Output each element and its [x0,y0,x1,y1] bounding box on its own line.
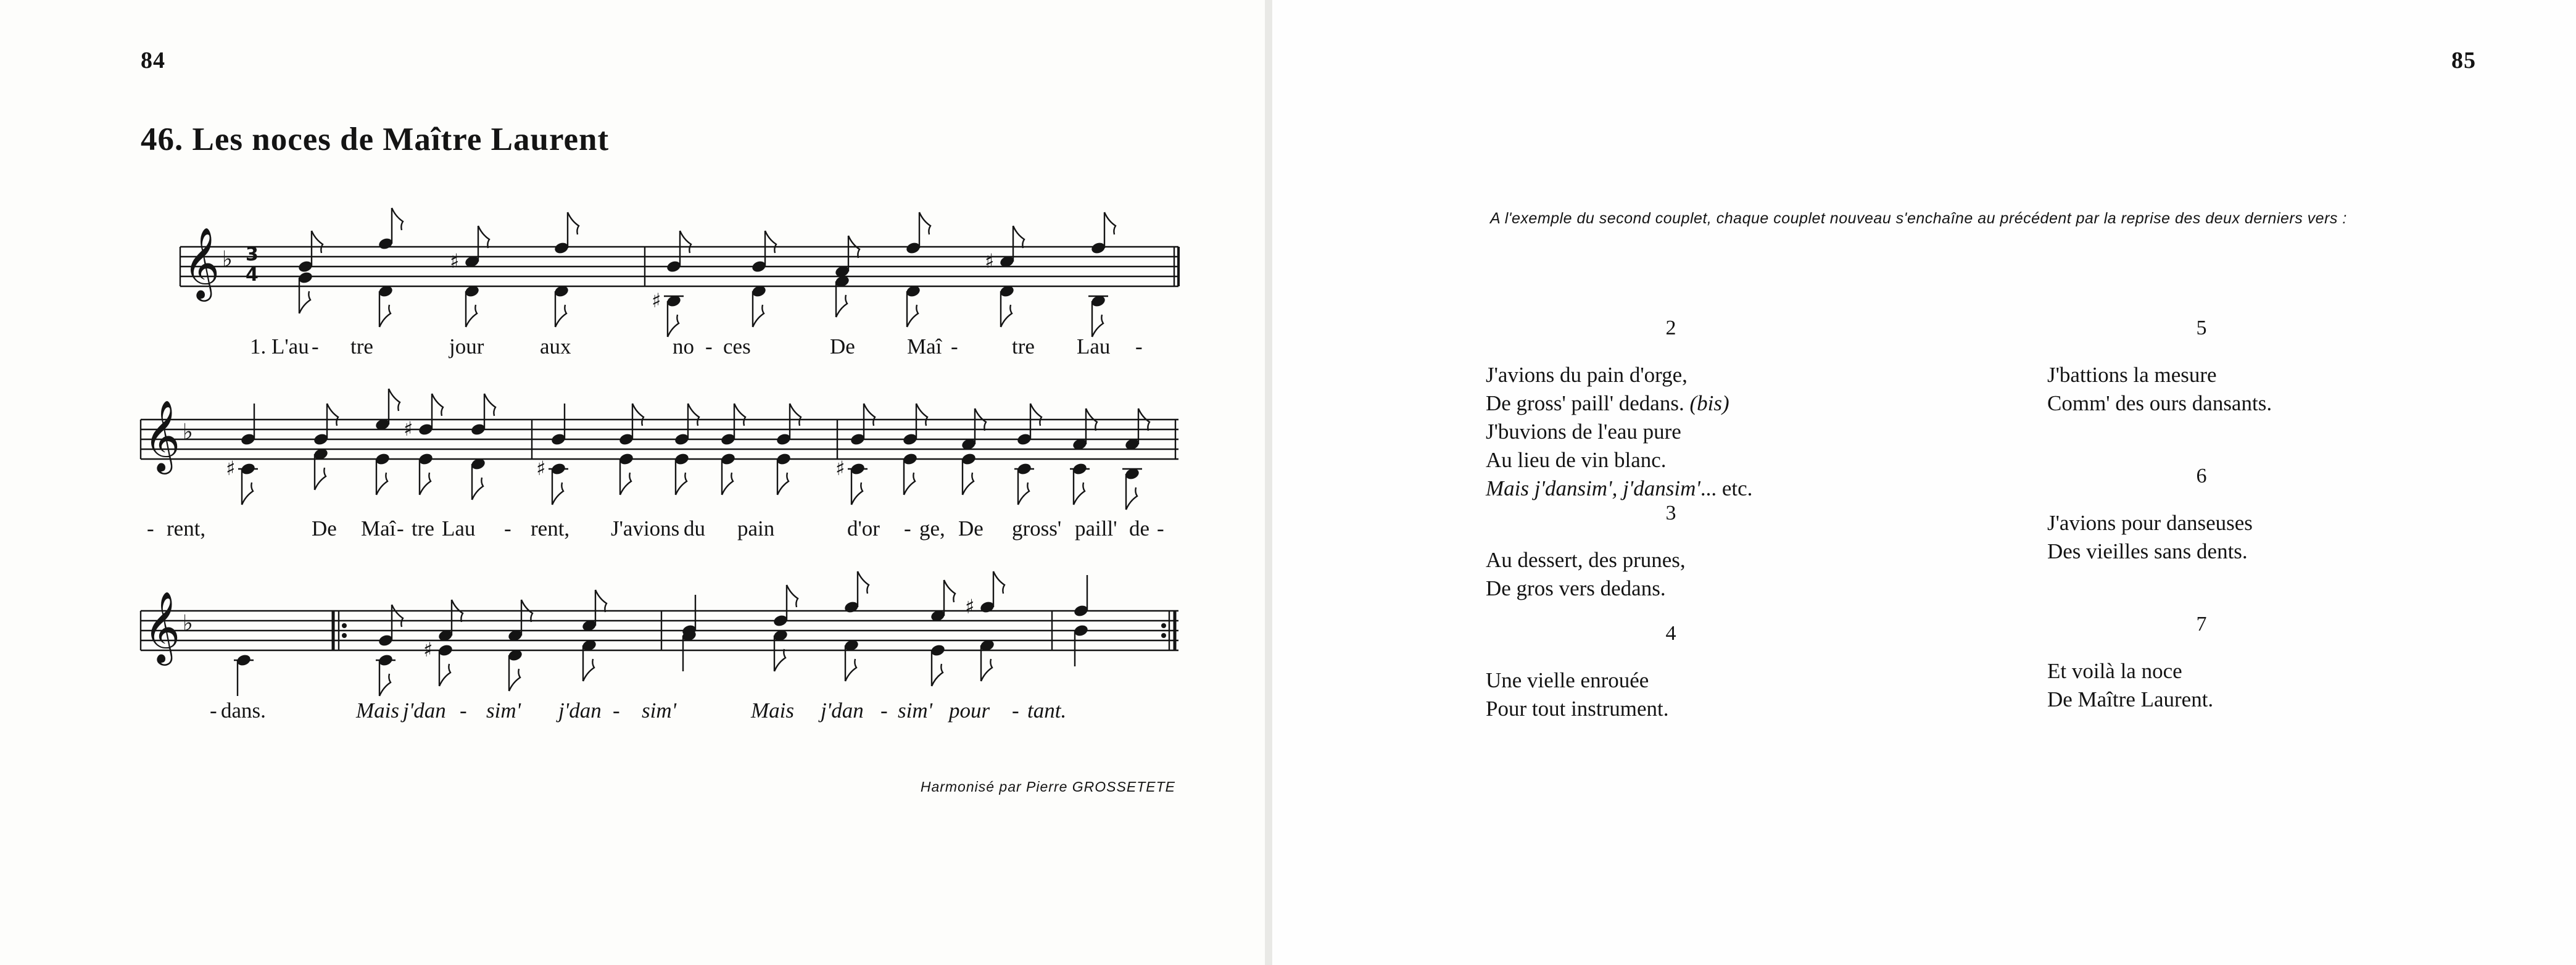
note [376,653,396,696]
note [720,452,736,495]
note [930,580,955,623]
lyric-syllable: rent, [531,516,570,540]
note [423,638,453,686]
note [581,639,597,681]
lyric-syllable: 1. L'au [250,334,309,358]
lyric-syllable: j'dan [821,698,864,723]
lyric-syllable: Maî [361,516,396,540]
couplet-line: Des vieilles sans dents. [2047,539,2248,563]
lyric-syllable: sim' [898,698,933,723]
lyrics-line-1 [250,334,1143,358]
note [1014,462,1034,505]
lyric-syllable: j'dan [403,698,446,723]
couplet-line: De Maître Laurent. [2047,687,2214,711]
couplet-line: J'battions la mesure [2047,363,2217,387]
lyric-syllable: du [684,516,705,540]
flat-key-signature: ♭ [183,611,193,636]
time-signature-bottom: 4 [246,264,259,286]
left-page [0,0,1265,965]
lyric-syllable: jour [449,334,484,358]
intro-note: A l'exemple du second couplet, chaque couplet nouveau s'enchaîne au précédent par la reprise des deux derniers vers : [1490,210,2347,227]
sharp-icon: ♯ [965,595,975,618]
treble-clef-icon: 𝄞 [144,399,181,471]
music-score [0,0,1265,965]
note [553,212,579,255]
lyric-syllable: tre [350,334,373,358]
sharp-icon: ♯ [835,457,845,480]
note [1070,462,1090,505]
lyric-syllable: - [613,698,620,723]
lyric-syllable: - [312,334,319,358]
note [999,284,1015,327]
note [507,648,523,691]
lyric-syllable: - [147,516,154,540]
lyric-syllable: rent, [167,516,206,540]
lyric-syllable: de [1129,516,1150,540]
couplet-line [1486,389,1887,418]
note [378,284,394,327]
lyric-syllable: sim' [642,698,677,723]
note [834,275,850,317]
note [905,284,921,327]
couplet-line [1486,474,1887,503]
couplet-number: 4 [1665,622,1676,645]
treble-clef-icon: 𝄞 [144,590,181,663]
note [843,639,859,681]
note [536,457,568,505]
couplet-line: Comm' des ours dansants. [2047,391,2272,415]
flat-key-signature: ♭ [183,420,193,445]
couplet [2047,613,2448,714]
lyric-syllable: j'dan [558,698,602,723]
note [674,452,690,495]
couplet-line: Pour tout instrument. [1486,697,1669,721]
couplet-line-text: De gross' paill' dedans. [1486,391,1684,415]
note [313,447,329,490]
note [464,284,480,327]
note [1073,624,1089,666]
couplet-number: 6 [2196,465,2207,487]
lyric-syllable: J'avions [611,516,680,540]
flat-key-signature: ♭ [222,247,233,272]
note [450,226,489,273]
couplet-number: 7 [2196,613,2207,636]
time-signature-top: 3 [246,244,259,265]
lyric-syllable: d'or [847,516,880,540]
bis-marker: (bis) [1689,391,1729,415]
note [1088,294,1108,337]
lyric-syllable: tant. [1027,698,1067,723]
note [404,394,443,441]
note [226,457,258,505]
note [618,452,634,495]
note [553,284,569,327]
sharp-icon: ♯ [450,249,460,273]
lyric-syllable: ge, [919,516,945,540]
lyric-syllable: - [705,334,713,358]
lyric-syllable: - [504,516,511,540]
sharp-icon: ♯ [423,638,433,661]
lyric-syllable: - [397,516,404,540]
sharp-icon: ♯ [226,457,236,480]
couplet-line: J'avions du pain d'orge, [1486,363,1688,387]
song-title: 46. Les noces de Maître Laurent [141,122,610,157]
note [297,271,313,313]
lyric-syllable: tre [412,516,434,540]
note [930,644,946,686]
lyric-syllable: - [1012,698,1019,723]
note [550,404,566,446]
note [1122,467,1142,510]
note [375,389,400,431]
lyric-syllable: ces [723,334,751,358]
lyric-syllable: Maî [907,334,942,358]
staff-3 [141,611,1178,650]
couplet-line: De gros vers dedans. [1486,576,1666,600]
sharp-icon: ♯ [536,457,546,480]
refrain-text: Mais j'dansim', j'dansim' [1486,476,1700,500]
couplet-line: J'avions pour danseuses [2047,511,2253,535]
lyric-syllable: aux [540,334,571,358]
note [979,639,995,681]
lyric-syllable: pour [949,698,990,723]
lyric-syllable: Mais [356,698,399,723]
note [776,452,792,495]
lyric-syllable: - [460,698,467,723]
note [835,457,868,505]
lyric-syllable: Lau [1077,334,1111,358]
lyric-syllable: - [1135,334,1143,358]
couplet-line: Au lieu de vin blanc. [1486,448,1667,472]
note [902,452,918,495]
lyric-syllable: sim' [486,698,521,723]
note [652,289,684,337]
notes [226,208,1149,696]
page-number: 84 [141,48,165,73]
couplet-line: Au dessert, des prunes, [1486,548,1686,572]
harmonization-credit: Harmonisé par Pierre GROSSETETE [920,779,1175,795]
note [378,208,403,251]
couplet [2047,465,2448,566]
lyric-syllable: Lau [442,516,476,540]
sharp-icon: ♯ [985,249,995,273]
note [375,452,391,495]
lyric-syllable: - [1157,516,1164,540]
lyric-syllable: tre [1012,334,1035,358]
lyric-syllable: paill' [1075,516,1117,540]
note [418,452,434,495]
page-number: 85 [2451,48,2476,73]
lyric-syllable: gross' [1012,516,1062,540]
lyric-syllable: pain [737,516,775,540]
note [751,284,767,327]
lyric-syllable: no [673,334,694,358]
couplet-line: Une vielle enrouée [1486,668,1649,692]
lyric-syllable: - [951,334,958,358]
couplet-line: Et voilà la noce [2047,659,2182,683]
note [843,571,869,614]
note [1073,575,1089,618]
lyric-syllable: dans. [221,698,266,723]
sharp-icon: ♯ [404,417,413,441]
note [961,452,977,495]
note [234,653,254,696]
etc-marker: ... etc. [1700,476,1753,500]
lyric-syllable: - [210,698,217,723]
treble-clef-icon: 𝄞 [183,226,220,299]
couplet-number: 2 [1665,317,1676,339]
note [985,226,1024,273]
lyric-syllable: De [830,334,855,358]
couplet-number: 5 [2196,317,2207,339]
couplet [2047,317,2448,418]
lyric-syllable: - [880,698,888,723]
note [240,404,256,446]
couplet-number: 3 [1665,502,1676,524]
lyric-syllable: - [904,516,911,540]
couplet [1486,622,1887,723]
lyrics-line-2 [147,516,1164,540]
note [1090,212,1116,255]
note [905,212,930,255]
note [470,457,486,500]
couplet [1486,317,1887,503]
lyric-syllable: Mais [751,698,794,723]
lyrics-line-3 [210,698,1066,723]
couplet [1486,502,1887,603]
lyric-syllable: De [958,516,984,540]
sharp-icon: ♯ [652,289,661,312]
couplet-line: J'buvions de l'eau pure [1486,420,1681,444]
lyric-syllable: De [312,516,337,540]
